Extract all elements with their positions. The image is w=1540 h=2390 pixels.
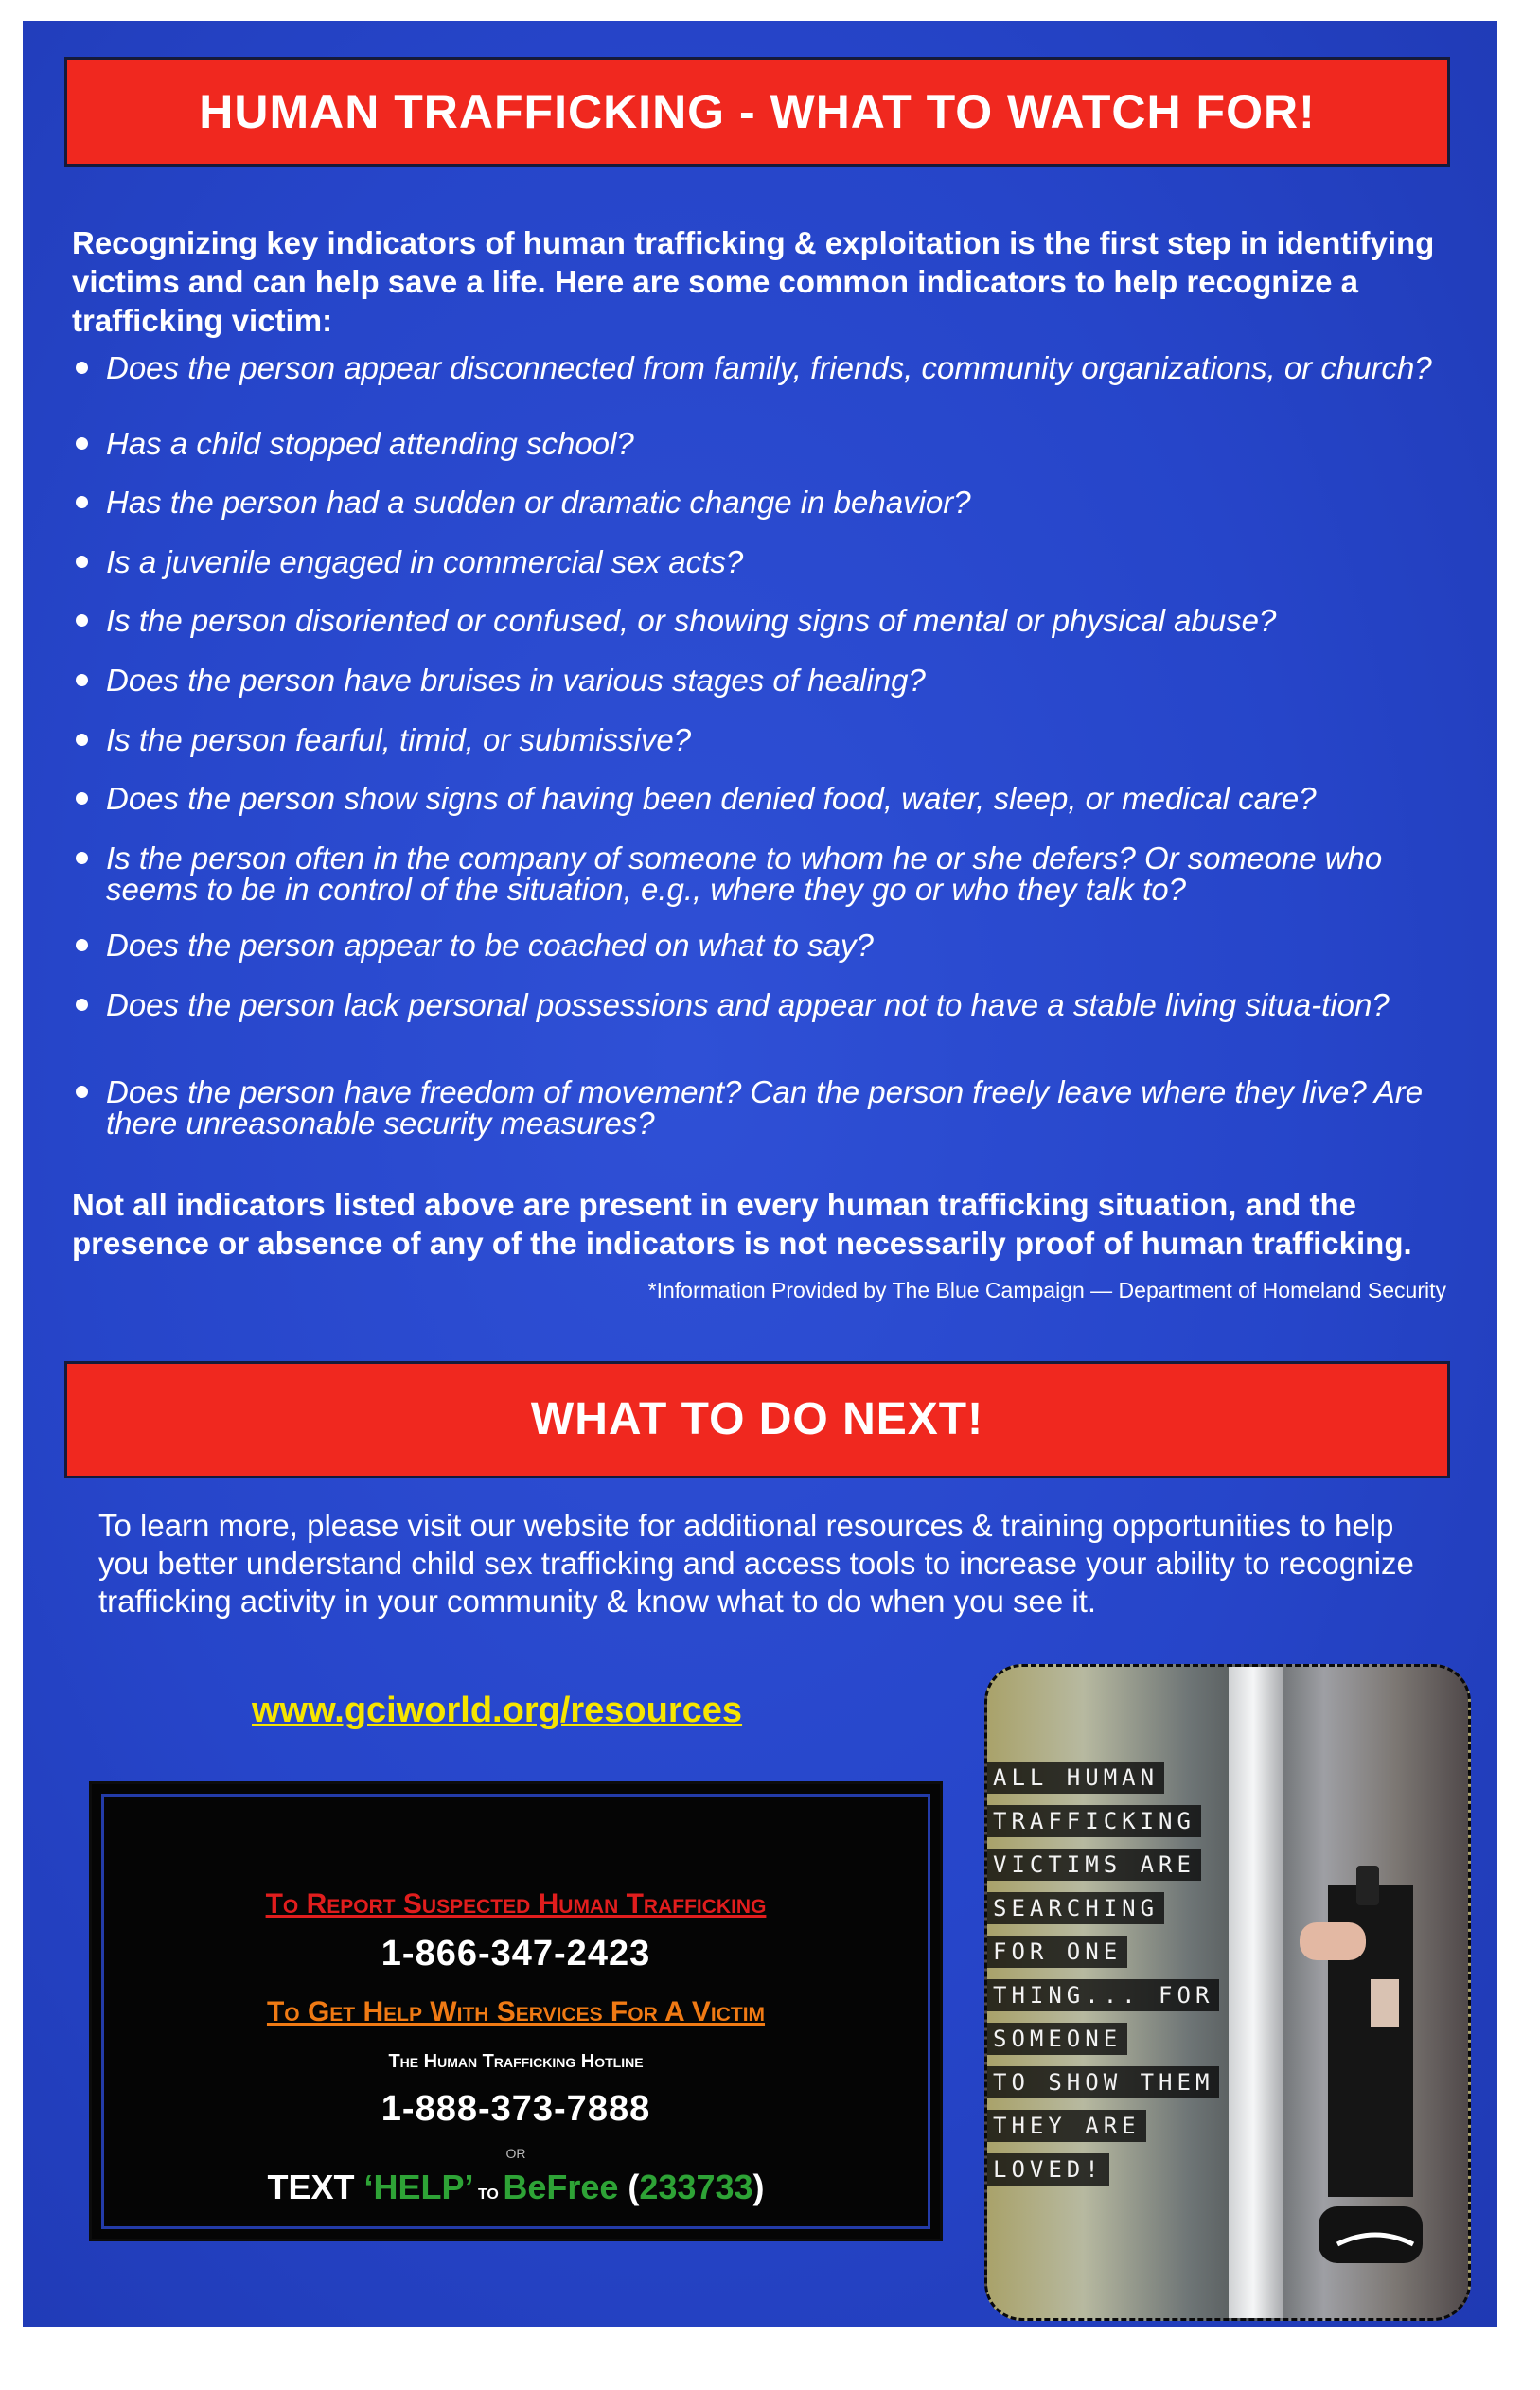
indicator-item	[72, 929, 1454, 989]
person-illustration	[1290, 1752, 1460, 2320]
pole-illustration	[1229, 1667, 1283, 2318]
or-divider: OR	[505, 2146, 526, 2161]
indicator-item	[72, 989, 1454, 1076]
indicator-text: Does the person lack personal possessions and appear not to have a stable living situa-tion?	[106, 987, 1390, 1022]
bullet-icon	[76, 1086, 88, 1098]
bullet-icon	[76, 792, 88, 805]
text-line	[92, 2168, 940, 2207]
caption-word: VICTIMS ARE	[987, 1849, 1201, 1881]
phone-shape	[1356, 1866, 1379, 1905]
bullet-icon	[76, 939, 88, 951]
shortcode-name: BeFree	[503, 2168, 619, 2206]
bullet-icon	[76, 496, 88, 508]
indicator-text: Is a juvenile engaged in commercial sex acts?	[106, 544, 744, 579]
indicator-list	[72, 352, 1454, 1152]
bullet-icon	[76, 556, 88, 568]
indicator-text: Does the person appear disconnected from family, friends, community organizations, or church?	[106, 350, 1432, 385]
source-credit: *Information Provided by The Blue Campaign — Department of Homeland Security	[647, 1278, 1446, 1302]
shortcode-number[interactable]: 233733	[639, 2168, 753, 2206]
indicator-text: Does the person have freedom of movement? Can the person freely leave where they live? Are there unreasonable security measures?	[106, 1074, 1424, 1141]
text-keyword: ‘HELP’	[363, 2168, 474, 2206]
arm-shape	[1300, 1922, 1366, 1960]
text-to: TO	[473, 2186, 504, 2203]
disclaimer-note: Not all indicators listed above are present in every human trafficking situation, and the presence or absence of any of the indicators is not necessarily proof of human trafficking.	[72, 1187, 1412, 1261]
caption-word: ALL HUMAN	[987, 1762, 1164, 1794]
bullet-icon	[76, 734, 88, 746]
indicator-text: Does the person show signs of having been denied food, water, sleep, or medical care?	[106, 781, 1317, 816]
next-steps-banner: WHAT TO DO NEXT!	[64, 1361, 1450, 1478]
text-prefix: TEXT	[267, 2168, 364, 2206]
bullet-icon	[76, 437, 88, 450]
street-photo	[984, 1664, 1471, 2321]
caption-word: LOVED!	[987, 2153, 1109, 2186]
indicator-text: Has a child stopped attending school?	[106, 426, 634, 461]
knee-rip-shape	[1371, 1979, 1399, 2027]
indicator-text: Has the person had a sudden or dramatic change in behavior?	[106, 485, 971, 520]
hotline-phone[interactable]: 1-888-373-7888	[381, 2089, 651, 2129]
flyer-background	[23, 21, 1497, 2327]
bullet-icon	[76, 362, 88, 374]
intro-paragraph: Recognizing key indicators of human trafficking & exploitation is the first step in identifying victims and can help save a life. Here are some common indicators to help recognize a trafficking victim:	[72, 225, 1435, 338]
photo-caption	[987, 1762, 1219, 2197]
watch-for-banner: HUMAN TRAFFICKING - WHAT TO WATCH FOR!	[64, 57, 1450, 167]
indicator-item	[72, 487, 1454, 546]
report-phone[interactable]: 1-866-347-2423	[381, 1934, 651, 1974]
resources-paragraph: To learn more, please visit our website for additional resources & training opportunities to help you better understand child sex trafficking and access tools to increase your ability to recognize trafficking activity in your community & know what to do when you see it.	[98, 1508, 1414, 1619]
indicator-item	[72, 546, 1454, 605]
indicator-item	[72, 605, 1454, 664]
caption-word: THEY ARE	[987, 2110, 1146, 2142]
text-open-paren: (	[618, 2168, 640, 2206]
caption-word: FOR ONE	[987, 1936, 1127, 1968]
caption-word: SOMEONE	[987, 2023, 1127, 2055]
indicator-text: Does the person have bruises in various stages of healing?	[106, 663, 926, 698]
hotline-name: The Human Trafficking Hotline	[388, 2051, 644, 2072]
indicator-item	[72, 842, 1454, 929]
indicator-text: Is the person often in the company of someone to whom he or she defers? Or someone who seems to be in control of the situation, e.g., where they go or who they talk to?	[106, 841, 1383, 907]
bullet-icon	[76, 614, 88, 627]
help-label: To Get Help With Services For A Victim	[266, 1996, 766, 2027]
indicator-item	[72, 664, 1454, 724]
caption-word: SEARCHING	[987, 1892, 1164, 1924]
bullet-icon	[76, 674, 88, 686]
caption-word: TO SHOW THEM	[987, 2066, 1219, 2098]
bullet-icon	[76, 999, 88, 1011]
resources-link[interactable]: www.gciworld.org/resources	[252, 1691, 743, 1730]
caption-word: THING... FOR	[987, 1979, 1219, 2011]
caption-word: TRAFFICKING	[987, 1805, 1201, 1837]
indicator-item	[72, 1076, 1454, 1152]
indicator-text: Is the person fearful, timid, or submissive?	[106, 722, 692, 757]
indicator-item	[72, 783, 1454, 842]
indicator-item	[72, 428, 1454, 487]
indicator-text: Is the person disoriented or confused, or showing signs of mental or physical abuse?	[106, 603, 1277, 638]
report-label: To Report Suspected Human Trafficking	[265, 1888, 767, 1920]
text-close-paren: )	[752, 2168, 765, 2206]
indicator-item	[72, 352, 1454, 428]
indicator-item	[72, 724, 1454, 783]
indicator-text: Does the person appear to be coached on what to say?	[106, 928, 874, 963]
hotline-box	[89, 1781, 943, 2241]
bullet-icon	[76, 852, 88, 864]
